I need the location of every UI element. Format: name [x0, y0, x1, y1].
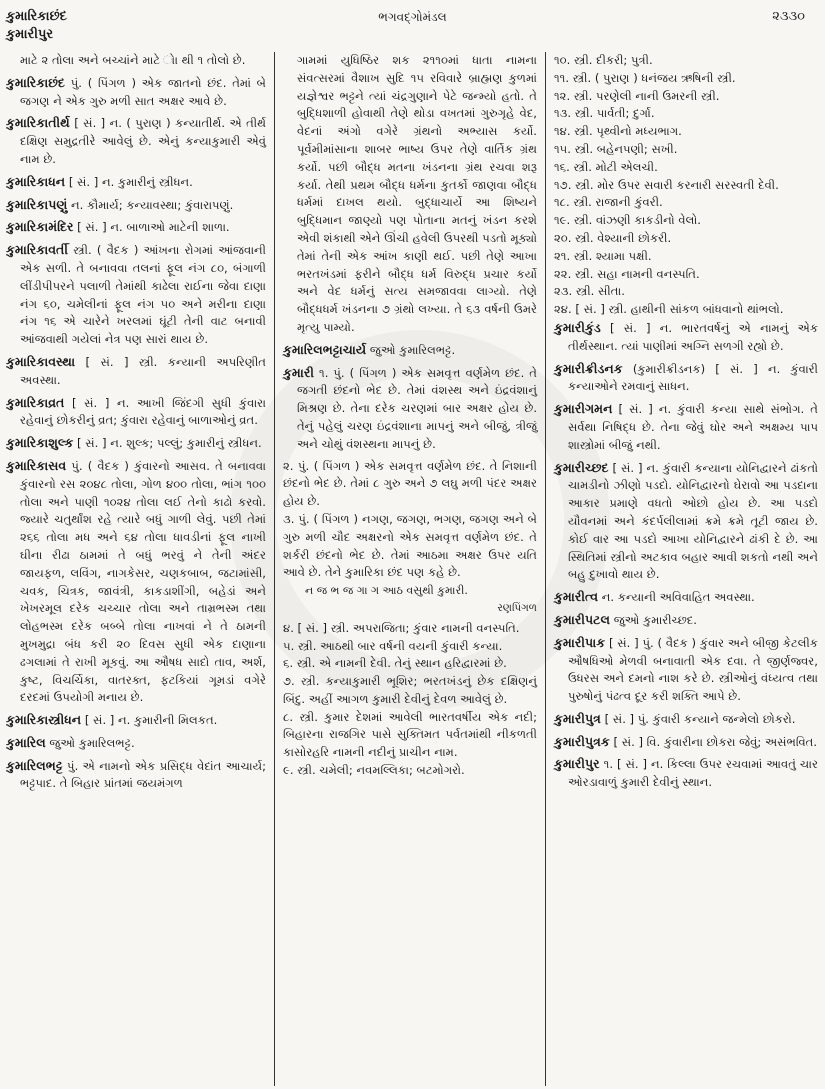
dictionary-entry — [6, 218, 266, 237]
definition-text: પું. એ નામનો એક પ્રસિદ્ધ વેદાંત આચાર્ય; ભટ્ટપાદ. તે બિહાર પ્રાંતમાં જયમંગળ — [20, 758, 266, 791]
quote-source: રણપિંગળ — [497, 601, 537, 614]
headword: કુમારીક્રીડનક — [554, 360, 623, 376]
headword: કુમારિલ — [6, 734, 46, 750]
definition-text: [ સં. ] ન. શુલ્ક; પલ્લું; કુમારીનું સ્ત્રીધન. — [73, 436, 262, 451]
dictionary-entry — [6, 241, 266, 349]
column-2 — [274, 52, 546, 1086]
numbered-sense: ૧૨. સ્ત્રી. પરણેલી નાની ઉમરની સ્ત્રી. — [554, 88, 720, 103]
dictionary-entry — [554, 400, 818, 454]
page-number: ૨૩૩૦ — [772, 9, 805, 24]
definition-text: [ સં. ] પું. કુંવારી કન્યાને જન્મેલો છોકરો. — [600, 711, 796, 726]
headword: કુમારીગમન — [554, 401, 613, 417]
headword: કુમારિકાવ્રત — [6, 394, 65, 410]
headword: કુમારીકુંડ — [554, 319, 601, 335]
headword: કુમારિકાશુલ્ક — [6, 435, 74, 451]
definition-text: [ સં. ] ન. ભારતવર્ષનું એ નામનું એક તીર્થસ્થાન. ત્યાં પાણીમાં અગ્નિ સળગી રહ્યો છે. — [568, 320, 818, 353]
dictionary-entry — [283, 341, 537, 360]
numbered-sense: ૮. સ્ત્રી. કુમાર દેશમાં આવેલી ભારતવર્ષીય એક નદી; બિહારના રાજગિર પાસે સુક્તિમત પર્વતમાંથી નીકળતી કાસોરહરિ નામની નદીનું પ્રાચીન નામ. — [283, 709, 537, 760]
definition-text: ૧. [ સં. ] ન. કિલ્લા ઉપર રચવામાં આવતું ચાર ઓરડાવાળું કુમારી દેવીનું સ્થાન. — [568, 757, 818, 790]
numbered-sense: ૨૩. સ્ત્રી. સીતા. — [554, 284, 625, 299]
dictionary-entry — [6, 734, 266, 753]
headword: કુમારિલભટ્ટ — [6, 757, 63, 773]
dictionary-entry — [6, 757, 266, 794]
numbered-sense: ૨૪. [ સં. ] સ્ત્રી. હાથીની સાંકળ બાંધવાનો થાંભલો. — [554, 302, 784, 317]
dictionary-entry — [554, 755, 818, 792]
dictionary-entry — [554, 459, 818, 585]
headword: કુમારીપુર — [554, 756, 600, 772]
definition-text: [ સં. ] ન. ( પુરાણ ) કન્યાતીર્થ. એ તીર્થ દક્ષિણ સમુદ્રતીરે આવેલું છે. એનું કન્યાકુમારી એવું નામ છે. — [20, 116, 266, 166]
dictionary-entry — [554, 710, 818, 729]
running-title: ભગવદ્ગોમંડલ — [378, 10, 447, 24]
definition-text: પું. ( વૈદક ) કુંવારનો આસવ. તે બનાવવા કુંવારનો રસ ૨૦૪૮ તોલા, ગોળ ૪૦૦ તોલા, ભાંગ ૧૦૦ તોલા અને પાણી ૧૦૨૪ તોલા લઈ તેનો કાઢો કરવો. જ્યારે ચતુર્થાંશ રહે ત્યારે બધું ગાળી લેવું. પછી તેમાં ૨૬૬ તોલા મધ અને ૬૪ તોલા ધાવડીનાં ફૂલ નાખી ઘીના રીઢા ઠામમાં તે બધું ભરવું ને તેની અંદર જાયફળ, લવિંગ, નાગકેસર, ચણકબાબ, જટામાંસી, ચવક, ચિત્રક, જાવંત્રી, કાકડાશીંગી, બહેડાં અને ખેખરમૂલ દરેક ચચ્ચાર તોલા અને તામ્રભસ્મ તથા લોહભસ્મ દરેક બબ્બે તોલા નાખવાં ને તે ઠામની મુખમુદ્રા બંધ કરી ૨૦ દિવસ સુધી એક દાણાના ઢગલામાં તે રાખી મૂકવું. આ ઔષધ સાદો તાવ, અર્શ, કુષ્ટ, વિચર્ચિકા, વાતરક્ત, ફટકિયાં ગૂમડાં વગેરે દરદમાં ઉપયોગી મનાય છે. — [20, 458, 266, 705]
definition-text: પું. ( પિંગળ ) એક જાતનો છંદ. તેમાં બે જગણ ને એક ગુરુ મળી સાત અક્ષર આવે છે. — [20, 75, 266, 108]
dictionary-entry — [554, 588, 818, 607]
definition-text: (કુમારીક્રીડનક) [ સં. ] ન. કુંવારી કન્યાઓને રમવાનું સાધન. — [568, 361, 818, 394]
definition-text: [ સં. ] ન. કુમારીની મિલકત. — [81, 713, 218, 728]
numbered-sense: ૫. સ્ત્રી. આઠથી બાર વર્ષની વયની કુંવારી કન્યા. — [283, 638, 503, 653]
dictionary-entry — [283, 364, 537, 454]
headword: કુમારિકાસ્ત્રીધન — [6, 712, 82, 728]
numbered-sense: ૭. સ્ત્રી. કન્યાકુમારી ભૂશિર; ભરતખંડનું છેક દક્ષિણનું બિંદુ. અહીં આગળ કુમારી દેવીનું દેવળ આવેલું છે. — [283, 674, 537, 706]
entry-continuation: માટે ૨ તોલા અને બચ્ચાંને માટે ોા થી ૧ તોલો છે. — [20, 53, 246, 67]
dictionary-entry — [6, 114, 266, 168]
definition-text: [ સં. ] ન. કુમારીનું સ્ત્રીધન. — [65, 174, 193, 189]
headword: કુમારિકાવસ્થા — [6, 353, 76, 369]
headword: કુમારીપુત્રક — [554, 733, 610, 749]
numbered-sense: ૧૯. સ્ત્રી. વાંઝણી કાકડીનો વેલો. — [554, 213, 701, 228]
numbered-sense: ૧૦. સ્ત્રી. દીકરી; પુત્રી. — [554, 53, 653, 67]
dictionary-entry — [6, 196, 266, 215]
numbered-sense: ૨૧. સ્ત્રી. શ્યામા પક્ષી. — [554, 248, 652, 263]
headword: કુમારિકાવર્તી — [6, 242, 68, 258]
numbered-sense: ૧૧. સ્ત્રી. ( પુરાણ ) ધનંજય ઋષિની સ્ત્રી. — [554, 70, 736, 85]
dictionary-entry — [6, 173, 266, 192]
dictionary-entry — [6, 394, 266, 431]
dictionary-entry — [6, 74, 266, 111]
guide-word-last: કુમારીપુર — [6, 27, 54, 42]
definition-text: [ સં. ] ન. કુંવારી કન્યા સાથે સંભોગ. તે સર્વથા નિષિદ્ધ છે. તેના જેવું ઘોર અને અક્ષમ્ય પાપ શાસ્ત્રોમાં બીજું નથી. — [568, 402, 818, 452]
definition-text: [ સં. ] ન. કુંવારી કન્યાના યોનિદ્વારને ઢાંકતો ચામડીનો ઝીણો પડદો. યોનિદ્વારનો ઘેરાવો આ પડદાના આકાર પ્રમાણે વધતો ઓછો હોય છે. આ પડદો યૌવનમાં અને કંદર્પલીલામાં ક્રમે ક્રમે તૂટી જાય છે. કોઈ વાર આ પડદો આખા યોનિદ્વારને ઢાંકી દે છે. આ સ્થિતિમાં સ્ત્રીનો અટકાવ બહાર આવી શકતો નથી અને બહુ દુખાવો થાય છે. — [568, 460, 818, 582]
guide-word-first: કુમારિકાછંદ — [6, 9, 67, 24]
entry-continuation: ગામમાં યુધિષ્ઠિર શક ૨૧૧૦માં ધાતા નામના સંવત્સરમાં વૈશાખ સુદિ ૧૫ રવિવારે બ્રાહ્મણ કુળમાં યજ્ઞેશ્વર ભટ્ટને ત્યાં ચંદ્રગુણાને પેટે જન્મ્યો હતો. તે બુદ્ધિશાળી હોવાથી તેણે થોડા વખતમાં ગુરુગૃહે વેદ, વેદનાં અંગો વગેરે ગ્રંથનો અભ્યાસ કર્યો. પૂર્વમીમાંસાના શાબર ભાષ્ય ઉપર તેણે વાર્તિક ગ્રંથ કર્યો. પછી બૌદ્ધ મતના ખંડનના ગ્રંથ રચવા શરૂ કર્યા. તેથી પ્રથમ બૌદ્ધ ધર્મના કુતર્કો જાણવા બૌદ્ધ ધર્મમાં દાખલ થયો. બુદ્ધાચાર્યે આ શિષ્યને બુદ્ધિમાન જાણ્યો પણ પોતાના મતનું ખંડન કરશે એવી શંકાથી એને ઊંચી હવેલી ઉપરથી પડતો મૂક્યો તેમાં તેની એક આંખ કાણી થઈ. પછી તેણે આખા ભરતખંડમાં ફરીને બૌદ્ધ ધર્મ વિરુદ્ધ પ્રચાર કર્યો અને વેદ ધર્મનું સત્ય સમજાવવા લાગ્યો. તેણે બૌદ્ધધર્મ ખંડનના ૭ ગ્રંથો લખ્યા. તે ૬૩ વર્ષની ઉમરે મૃત્યુ પામ્યો. — [297, 53, 537, 334]
headword: કુમારિલભટ્ટાચાર્ય — [283, 341, 367, 357]
numbered-sense: ૨. પું. ( પિંગળ ) એક સમવૃત્ત વર્ણમેળ છંદ. તે નિશાની છંદનો ભેદ છે. તેમાં ૮ ગુરુ અને ૭ લઘુ મળી પંદર અક્ષર હોય છે. — [283, 458, 537, 509]
definition-text: ન. કૌમાર્ય; કન્યાવસ્થા; કુંવારાપણું. — [67, 197, 234, 212]
definition-text: [ સં. ] ન. આખી જિંદગી સુધી કુંવારા રહેવાનું છોકરીનું વ્રત; કુંવારા રહેવાનું બાળાઓનું વ્રત. — [20, 395, 266, 428]
headword: કુમારિકાધન — [6, 173, 66, 189]
definition-text: જુઓ કુમારીચ્છદ. — [610, 612, 697, 627]
column-3 — [546, 52, 818, 1086]
headword: કુમારિકામંદિર — [6, 219, 74, 235]
dictionary-entry — [554, 319, 818, 356]
dictionary-entry — [554, 733, 818, 752]
definition-text: [ સં. ] વિ. કુંવારીના છોકરા જેવું; અસંભવિત. — [609, 734, 818, 749]
dictionary-entry — [554, 634, 818, 706]
headword: કુમારીપાક — [554, 634, 606, 650]
numbered-sense: ૨૦. સ્ત્રી. વેશ્યાની છોકરી. — [554, 230, 672, 245]
numbered-sense: ૧૬. સ્ત્રી. મોટી એલચી. — [554, 159, 658, 174]
numbered-sense: ૧૪. સ્ત્રી. પૃથ્વીનો મધ્યભાગ. — [554, 124, 682, 139]
dictionary-entry — [6, 353, 266, 390]
headword: કુમારી — [283, 364, 314, 380]
numbered-sense: ૬. સ્ત્રી. એ નામની દેવી. તેનું સ્થાન હરિદ્વારમાં છે. — [283, 656, 507, 671]
verse-quote: ન જ ભ જ ગા ગ આઠ વસુથી કુમારી. — [305, 584, 468, 598]
dictionary-entry — [6, 457, 266, 707]
definition-text: [ સં. ] ન. બાળાઓ માટેની શાળા. — [73, 220, 230, 235]
numbered-sense: ૨૨. સ્ત્રી. સહા નામની વનસ્પતિ. — [554, 266, 700, 281]
dictionary-entry — [554, 360, 818, 397]
column-1 — [6, 52, 274, 1086]
numbered-sense: ૧૩. સ્ત્રી. પાર્વતી; દુર્ગા. — [554, 106, 655, 121]
headword: કુમારીત્વ — [554, 589, 599, 605]
headword: કુમારિકાપણું — [6, 196, 68, 212]
definition-text: [ સં. ] પું. ( વૈદક ) કુંવાર અને બીજી કેટલીક ઔષધિઓ મેળવી બનાવાતી એક દવા. તે જીર્ણજ્વર, ઉધરસ અને દમનો નાશ કરે છે. સ્ત્રીઓનું વંધ્યત્વ તથા પુરુષોનું પંઢત્વ દૂર કરી શક્તિ આપે છે. — [568, 635, 818, 704]
numbered-sense: ૪. [ સં. ] સ્ત્રી. અપરાજિતા; કુંવાર નામની વનસ્પતિ. — [283, 620, 520, 635]
headword: કુમારીપુત્ર — [554, 710, 601, 726]
dictionary-entry — [6, 711, 266, 730]
definition-text: [ સં. ] સ્ત્રી. કન્યાની અપરિણીત અવસ્થા. — [20, 354, 266, 387]
dictionary-entry — [6, 434, 266, 453]
numbered-sense: ૧૭. સ્ત્રી. મોર ઉપર સવારી કરનારી સરસ્વતી દેવી. — [554, 177, 779, 192]
headword: કુમારિકાછંદ — [6, 74, 65, 90]
dictionary-entry — [554, 611, 818, 630]
definition-text: ૧. પું. ( પિંગળ ) એક સમવૃત્ત વર્ણમેળ છંદ. તે જગતી છંદનો ભેદ છે. તેમાં વંશસ્થ અને ઇંદ્રવંશાનું મિશ્રણ છે. તેના દરેક ચરણમાં બાર અક્ષર હોય છે. તેનું પહેલું ચરણ ઇંદ્રવંશાના માપનું અને બીજું, ત્રીજું અને ચોથું વંશસ્થના માપનું છે. — [297, 365, 537, 451]
numbered-sense: ૧૫. સ્ત્રી. બહેનપણી; સખી. — [554, 141, 678, 156]
numbered-sense: ૩. પું. ( પિંગળ ) નગણ, જગણ, ભગણ, જગણ અને બે ગુરુ મળી ચૌદ અક્ષરનો એક સમવૃત્ત વર્ણમેળ છંદ. તે શર્કરી છંદનો ભેદ છે. તેમાં આઠમા અક્ષર ઉપર યતિ આવે છે. તેને કુમારિકા છંદ પણ કહે છે. — [283, 511, 537, 580]
headword: કુમારિકાસવ — [6, 457, 67, 473]
numbered-sense: ૧૮. સ્ત્રી. રાજાની કુંવરી. — [554, 195, 663, 210]
definition-text: જુઓ કુમારિલભટ્ટ. — [45, 735, 135, 750]
numbered-sense: ૯. સ્ત્રી. ચમેલી; નવમલ્લિકા; બટમોગરો. — [283, 763, 465, 778]
headword: કુમારીપટલ — [554, 611, 611, 627]
dictionary-columns — [6, 52, 818, 1086]
definition-text: જુઓ કુમારિલભટ્ટ. — [366, 342, 456, 357]
headword: કુમારીચ્છદ — [554, 459, 609, 475]
definition-text: સ્ત્રી. ( વૈદક ) આંખના રોગમાં આંજવાની એક સળી. તે બનાવવા તલનાં ફૂલ નંગ ૮૦, બંગાળી લીંડીપીપરને પલાળી તેમાંથી કાઢેલા રાઈના જેવા દાણા નંગ ૬૦, ચમેલીનાં ફૂલ નંગ ૫૦ અને મરીના દાણા નંગ ૧૬ એ ચારેને ખરલમાં ઘૂંટી તેની વાટ બનાવી આંજવાથી ગયેલાં નેત્ર પણ સારાં થાય છે. — [20, 243, 266, 347]
definition-text: ન. કન્યાની અવિવાહિત અવસ્થા. — [598, 590, 755, 605]
headword: કુમારિકાતીર્થ — [6, 115, 70, 131]
page-header — [0, 0, 825, 56]
